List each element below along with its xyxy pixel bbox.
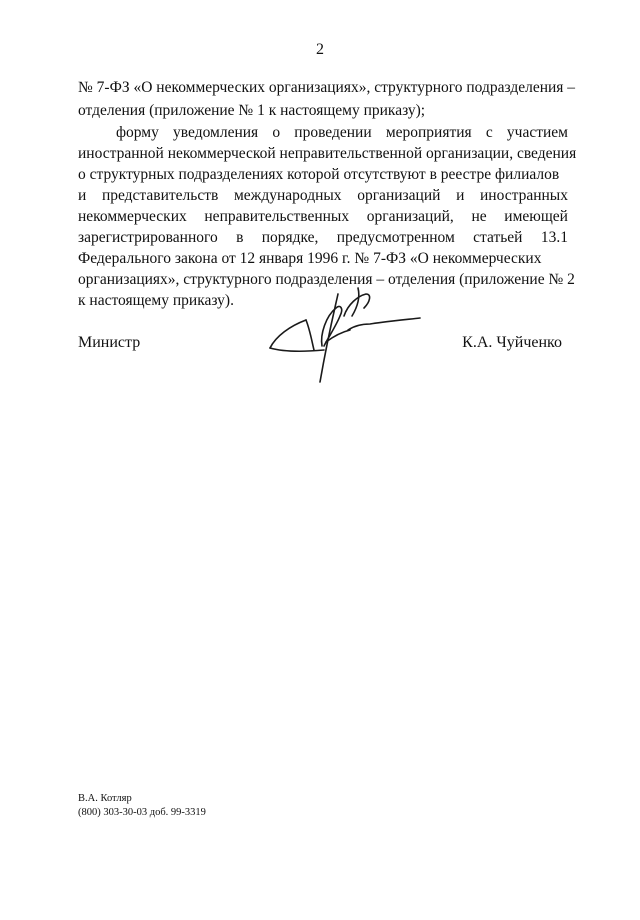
body-line: отделения (приложение № 1 к настоящему приказу); <box>78 102 426 119</box>
word: предусмотренном <box>336 229 455 246</box>
signature-stroke <box>348 318 420 330</box>
signature-row <box>78 334 568 358</box>
word: проведении <box>294 124 372 141</box>
body-line-justified <box>116 123 568 142</box>
word: и <box>456 187 465 204</box>
body-line: иностранной некоммерческой неправительственной организации, сведения <box>78 145 577 162</box>
word: с <box>485 124 493 141</box>
body-line-justified <box>78 186 568 205</box>
contact-phone: (800) 303-30-03 доб. 99-3319 <box>78 807 206 818</box>
word: форму <box>116 124 159 141</box>
page-number: 2 <box>316 41 324 58</box>
word: уведомления <box>173 124 259 141</box>
word: неправительственных <box>204 208 350 225</box>
word: организаций <box>357 187 441 204</box>
word: мероприятия <box>385 124 472 141</box>
word: участием <box>506 124 568 141</box>
body-line-justified <box>78 228 568 247</box>
word: организаций, <box>366 208 454 225</box>
word: международных <box>233 187 342 204</box>
word: порядке, <box>261 229 319 246</box>
word: не <box>471 208 487 225</box>
body-line: Федерального закона от 12 января 1996 г. № 7-ФЗ «О некоммерческих <box>78 250 542 267</box>
body-line: к настоящему приказу). <box>78 292 234 309</box>
word: в <box>236 229 244 246</box>
word: статьей <box>473 229 523 246</box>
body-line: о структурных подразделениях которой отсутствуют в реестре филиалов <box>78 166 560 183</box>
signatory-title: Министр <box>78 334 141 351</box>
word: имеющей <box>504 208 568 225</box>
word: иностранных <box>480 187 568 204</box>
signatory-name: К.А. Чуйченко <box>462 334 562 351</box>
body-line: № 7-ФЗ «О некоммерческих организациях», структурного подразделения – <box>78 79 576 96</box>
word: представительств <box>101 187 219 204</box>
word: о <box>272 124 281 141</box>
body-line-justified <box>78 207 568 226</box>
word: зарегистрированного <box>78 229 218 246</box>
word: и <box>78 187 87 204</box>
contact-name: В.А. Котляр <box>78 793 132 804</box>
body-line: организациях», структурного подразделения – отделения (приложение № 2 <box>78 271 575 288</box>
word: 13.1 <box>540 229 568 246</box>
word: некоммерческих <box>78 208 187 225</box>
